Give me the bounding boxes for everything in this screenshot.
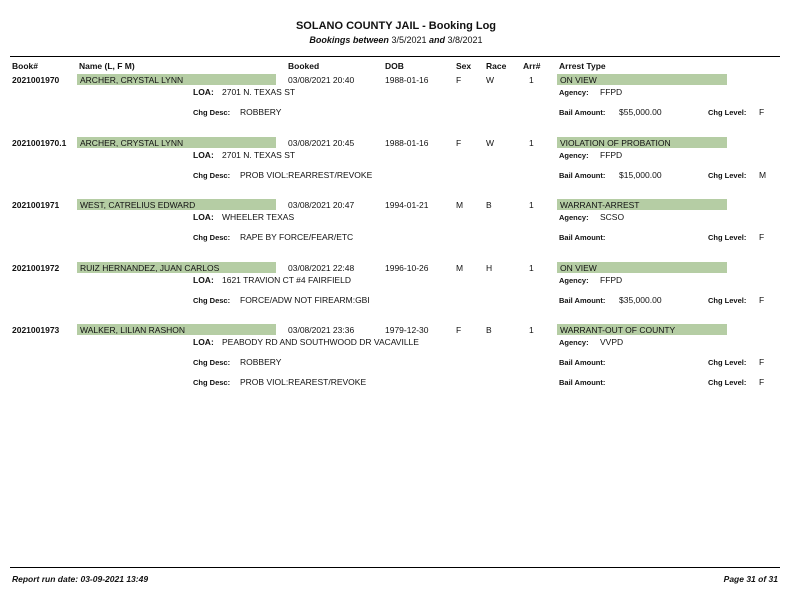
dob: 1988-01-16 — [385, 138, 429, 148]
report-run-date: Report run date: 03-09-2021 13:49 — [12, 574, 149, 584]
agency-value: FFPD — [600, 87, 623, 97]
chg-level-label: Chg Level: — [708, 171, 747, 180]
chg-desc-value: ROBBERY — [240, 357, 282, 367]
bail-amount-value: $15,000.00 — [619, 170, 662, 180]
col-header-arrest-type: Arrest Type — [559, 61, 606, 71]
race: W — [486, 75, 495, 85]
loa-label: LOA: — [193, 337, 214, 347]
arrest-type: ON VIEW — [560, 75, 597, 85]
loa-value: WHEELER TEXAS — [222, 212, 295, 222]
chg-desc-label: Chg Desc: — [193, 233, 231, 242]
agency-label: Agency: — [559, 338, 589, 347]
dob: 1996-10-26 — [385, 263, 429, 273]
col-header-name: Name (L, F M) — [79, 61, 135, 71]
loa-value: PEABODY RD AND SOUTHWOOD DR VACAVILLE — [222, 337, 419, 347]
sex: F — [456, 75, 462, 85]
col-header-sex: Sex — [456, 61, 472, 71]
arrest-number: 1 — [529, 263, 534, 273]
col-header-book: Book# — [12, 61, 38, 71]
dob: 1994-01-21 — [385, 200, 429, 210]
sex: F — [456, 138, 462, 148]
chg-desc-label: Chg Desc: — [193, 171, 231, 180]
chg-desc-value: ROBBERY — [240, 107, 282, 117]
date-to: 3/8/2021 — [447, 35, 483, 45]
sex: M — [456, 263, 464, 273]
person-name: RUIZ HERNANDEZ, JUAN CARLOS — [80, 263, 220, 273]
chg-level-value: F — [759, 377, 765, 387]
chg-level-value: F — [759, 232, 765, 242]
bail-amount-label: Bail Amount: — [559, 171, 606, 180]
report-title: SOLANO COUNTY JAIL - Booking Log — [295, 20, 497, 32]
loa-label: LOA: — [193, 212, 214, 222]
race: B — [486, 325, 492, 335]
arrest-type: WARRANT-OUT OF COUNTY — [560, 325, 676, 335]
chg-desc-value: PROB VIOL:REAREST/REVOKE — [240, 377, 367, 387]
race: W — [486, 138, 495, 148]
arrest-number: 1 — [529, 325, 534, 335]
chg-desc-label: Chg Desc: — [193, 378, 231, 387]
agency-label: Agency: — [559, 213, 589, 222]
chg-level-value: F — [759, 357, 765, 367]
booked-datetime: 03/08/2021 20:45 — [288, 138, 355, 148]
agency-label: Agency: — [559, 151, 589, 160]
chg-desc-value: RAPE BY FORCE/FEAR/ETC — [240, 232, 354, 242]
loa-label: LOA: — [193, 275, 214, 285]
race: B — [486, 200, 492, 210]
person-name: ARCHER, CRYSTAL LYNN — [80, 138, 184, 148]
race: H — [486, 263, 493, 273]
chg-level-value: M — [759, 170, 767, 180]
bail-amount-label: Bail Amount: — [559, 108, 606, 117]
page-number: Page 31 of 31 — [723, 574, 778, 584]
person-name: ARCHER, CRYSTAL LYNN — [80, 75, 184, 85]
footer-divider — [10, 567, 780, 568]
date-from: 3/5/2021 — [391, 35, 427, 45]
sex: M — [456, 200, 464, 210]
chg-level-label: Chg Level: — [708, 378, 747, 387]
sex: F — [456, 325, 462, 335]
subtitle-and: and — [429, 35, 446, 45]
col-header-race: Race — [486, 61, 507, 71]
agency-label: Agency: — [559, 88, 589, 97]
booked-datetime: 03/08/2021 20:47 — [288, 200, 355, 210]
chg-level-label: Chg Level: — [708, 358, 747, 367]
bail-amount-value: $55,000.00 — [619, 107, 662, 117]
loa-label: LOA: — [193, 87, 214, 97]
person-name: WEST, CATRELIUS EDWARD — [80, 200, 196, 210]
agency-value: SCSO — [600, 212, 625, 222]
loa-label: LOA: — [193, 150, 214, 160]
chg-level-label: Chg Level: — [708, 233, 747, 242]
agency-value: FFPD — [600, 275, 623, 285]
col-header-booked: Booked — [288, 61, 320, 71]
chg-level-label: Chg Level: — [708, 108, 747, 117]
book-number: 2021001970.1 — [12, 138, 67, 148]
book-number: 2021001972 — [12, 263, 60, 273]
loa-value: 1621 TRAVION CT #4 FAIRFIELD — [222, 275, 351, 285]
chg-level-value: F — [759, 107, 765, 117]
book-number: 2021001971 — [12, 200, 60, 210]
chg-desc-label: Chg Desc: — [193, 358, 231, 367]
book-number: 2021001973 — [12, 325, 60, 335]
chg-desc-value: FORCE/ADW NOT FIREARM:GBI — [240, 295, 370, 305]
arrest-number: 1 — [529, 75, 534, 85]
loa-value: 2701 N. TEXAS ST — [222, 150, 296, 160]
col-header-arr: Arr# — [523, 61, 541, 71]
person-name: WALKER, LILIAN RASHON — [80, 325, 186, 335]
header-divider — [10, 56, 780, 57]
dob: 1979-12-30 — [385, 325, 429, 335]
col-header-dob: DOB — [385, 61, 404, 71]
booked-datetime: 03/08/2021 22:48 — [288, 263, 355, 273]
bail-amount-label: Bail Amount: — [559, 296, 606, 305]
chg-desc-label: Chg Desc: — [193, 108, 231, 117]
chg-desc-label: Chg Desc: — [193, 296, 231, 305]
report-subtitle — [0, 35, 792, 45]
agency-label: Agency: — [559, 276, 589, 285]
bail-amount-label: Bail Amount: — [559, 233, 606, 242]
loa-value: 2701 N. TEXAS ST — [222, 87, 296, 97]
chg-desc-value: PROB VIOL:REARREST/REVOKE — [240, 170, 373, 180]
chg-level-value: F — [759, 295, 765, 305]
subtitle-prefix: Bookings between — [309, 35, 389, 45]
chg-level-label: Chg Level: — [708, 296, 747, 305]
arrest-number: 1 — [529, 138, 534, 148]
booked-datetime: 03/08/2021 23:36 — [288, 325, 355, 335]
agency-value: FFPD — [600, 150, 623, 160]
arrest-type: WARRANT-ARREST — [560, 200, 640, 210]
arrest-type: ON VIEW — [560, 263, 597, 273]
bail-amount-label: Bail Amount: — [559, 358, 606, 367]
arrest-number: 1 — [529, 200, 534, 210]
bail-amount-label: Bail Amount: — [559, 378, 606, 387]
dob: 1988-01-16 — [385, 75, 429, 85]
book-number: 2021001970 — [12, 75, 60, 85]
agency-value: VVPD — [600, 337, 624, 347]
bail-amount-value: $35,000.00 — [619, 295, 662, 305]
arrest-type: VIOLATION OF PROBATION — [560, 138, 671, 148]
booked-datetime: 03/08/2021 20:40 — [288, 75, 355, 85]
